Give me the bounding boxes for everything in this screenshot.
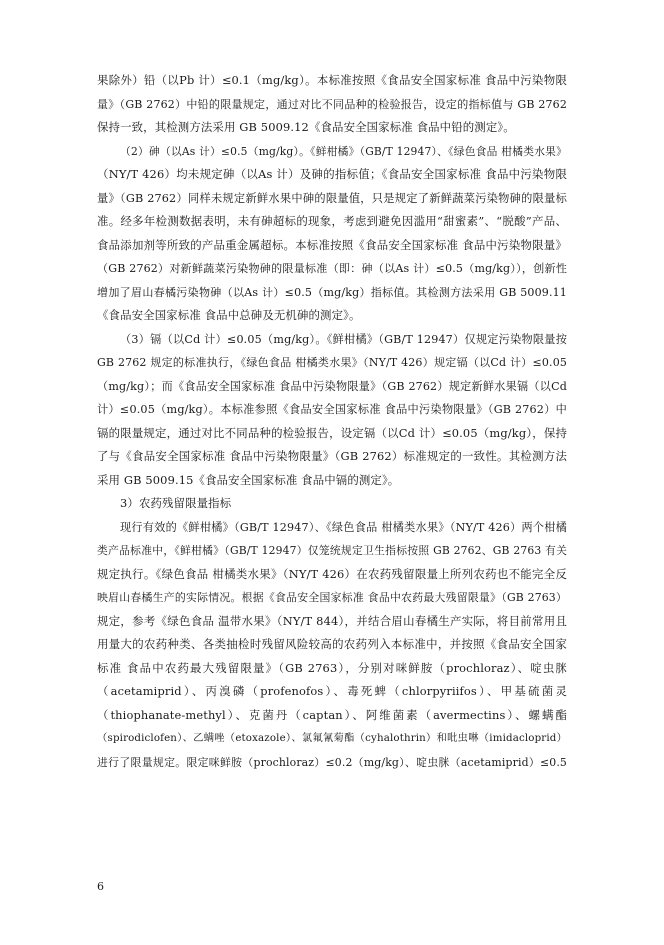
- text-line: 果除外）铅（以Pb 计）≤0.1（mg/kg）。本标准按照《食品安全国家标准 食品中污染物限: [97, 73, 567, 87]
- page-number: 6: [97, 880, 104, 893]
- text-line: 采用 GB 5009.15《食品安全国家标准 食品中镉的测定》。: [97, 472, 400, 487]
- text-line: GB 2762 规定的标准执行，《绿色食品 柑橘类水果》（NY/T 426）规定镉（以Cd 计）≤0.05: [97, 356, 567, 369]
- text-line: 现行有效的《鲜柑橘》（GB/T 12947）、《绿色食品 柑橘类水果》（NY/T 426）两个柑橘: [120, 520, 567, 534]
- text-line: 增加了眉山春橘污染物砷（以As 计）≤0.5（mg/kg）指标值。其检测方法采用 GB 5009.11: [97, 285, 567, 299]
- text-line: 计）≤0.05（mg/kg）。本标准参照《食品安全国家标准 食品中污染物限量》（GB 2762）中: [97, 403, 567, 416]
- text-line: 进行了限量规定。限定咪鲜胺（prochloraz）≤0.2（mg/kg）、啶虫脒（acetamiprid）≤0.5: [97, 755, 567, 769]
- text-line: 食品添加剂等所致的产品重金属超标。本标准按照《食品安全国家标准 食品中污染物限量》: [97, 237, 567, 252]
- section-heading: 3）农药残留限量指标: [120, 496, 232, 510]
- text-line: （thiophanate-methyl）、克菌丹（captan）、阿维菌素（avermectins）、螺螨酯: [97, 707, 567, 722]
- text-line: （2）砷（以As 计）≤0.5（mg/kg）。《鲜柑橘》（GB/T 12947）、《绿色食品 柑橘类水果》: [120, 144, 567, 158]
- text-line: 了与《食品安全国家标准 食品中污染物限量》（GB 2762）标准规定的一致性。其检测方法: [97, 449, 567, 463]
- text-line: 量》（GB 2762）同样未规定新鲜水果中砷的限量值，只是规定了新鲜蔬菜污染物砷的限量标: [97, 191, 567, 205]
- text-line: （spirodiclofen）、乙螨唑（etoxazole）、氯氟氰菊酯（cyhalothrin）和吡虫啉（imidacloprid）: [97, 732, 567, 744]
- text-line: （3）镉（以Cd 计）≤0.05（mg/kg）。《鲜柑橘》（GB/T 12947）仅规定污染物限量按: [120, 332, 567, 346]
- text-line: 规定，参考《绿色食品 温带水果》（NY/T 844），并结合眉山春橘生产实际，将目前常用且: [97, 613, 567, 628]
- text-line: （GB 2762）对新鲜蔬菜污染物砷的限量标准（即：砷（以As 计）≤0.5（mg/kg）），创新性: [97, 262, 567, 275]
- text-line: （acetamiprid）、丙溴磷（profenofos）、毒死蜱（chlorpyriifos）、甲基硫菌灵: [97, 684, 567, 698]
- text-line: 量》（GB 2762）中铅的限量规定，通过对比不同品种的检验报告，设定的指标值与 GB 2762: [97, 97, 567, 111]
- text-line: 镉的限量规定，通过对比不同品种的检验报告，设定镉（以Cd 计）≤0.05（mg/kg），保持: [97, 425, 567, 440]
- text-line: 类产品标准中，《鲜柑橘》（GB/T 12947）仅笼统规定卫生指标按照 GB 2762、GB 2763 有关: [97, 544, 567, 557]
- text-line: 《食品安全国家标准 食品中总砷及无机砷的测定》。: [97, 308, 361, 322]
- text-line: 用量大的农药种类、各类抽检时残留风险较高的农药列入本标准中，并按照《食品安全国家: [97, 637, 567, 651]
- text-line: 准。经多年检测数据表明，未有砷超标的现象，考虑到避免因滥用“甜蜜素”、“脱酸”产品、: [97, 214, 567, 228]
- text-line: 映眉山春橘生产的实际情况。根据《食品安全国家标准 食品中农药最大残留限量》（GB 2763）: [97, 591, 567, 604]
- text-line: 规定执行。《绿色食品 柑橘类水果》（NY/T 426）在农药残留限量上所列农药也不能完全反: [97, 566, 567, 581]
- text-line: （NY/T 426）均未规定砷（以As 计）及砷的指标值；《食品安全国家标准 食品中污染物限: [97, 167, 567, 181]
- text-line: 标准 食品中农药最大残留限量》（GB 2763），分别对咪鲜胺（prochloraz）、啶虫脒: [97, 660, 567, 675]
- text-line: 保持一致，其检测方法采用 GB 5009.12《食品安全国家标准 食品中铅的测定》。: [97, 120, 515, 134]
- body-text: [97, 69, 567, 774]
- text-line: （mg/kg）；而《食品安全国家标准 食品中污染物限量》（GB 2762）规定新鲜水果镉（以Cd: [97, 379, 567, 393]
